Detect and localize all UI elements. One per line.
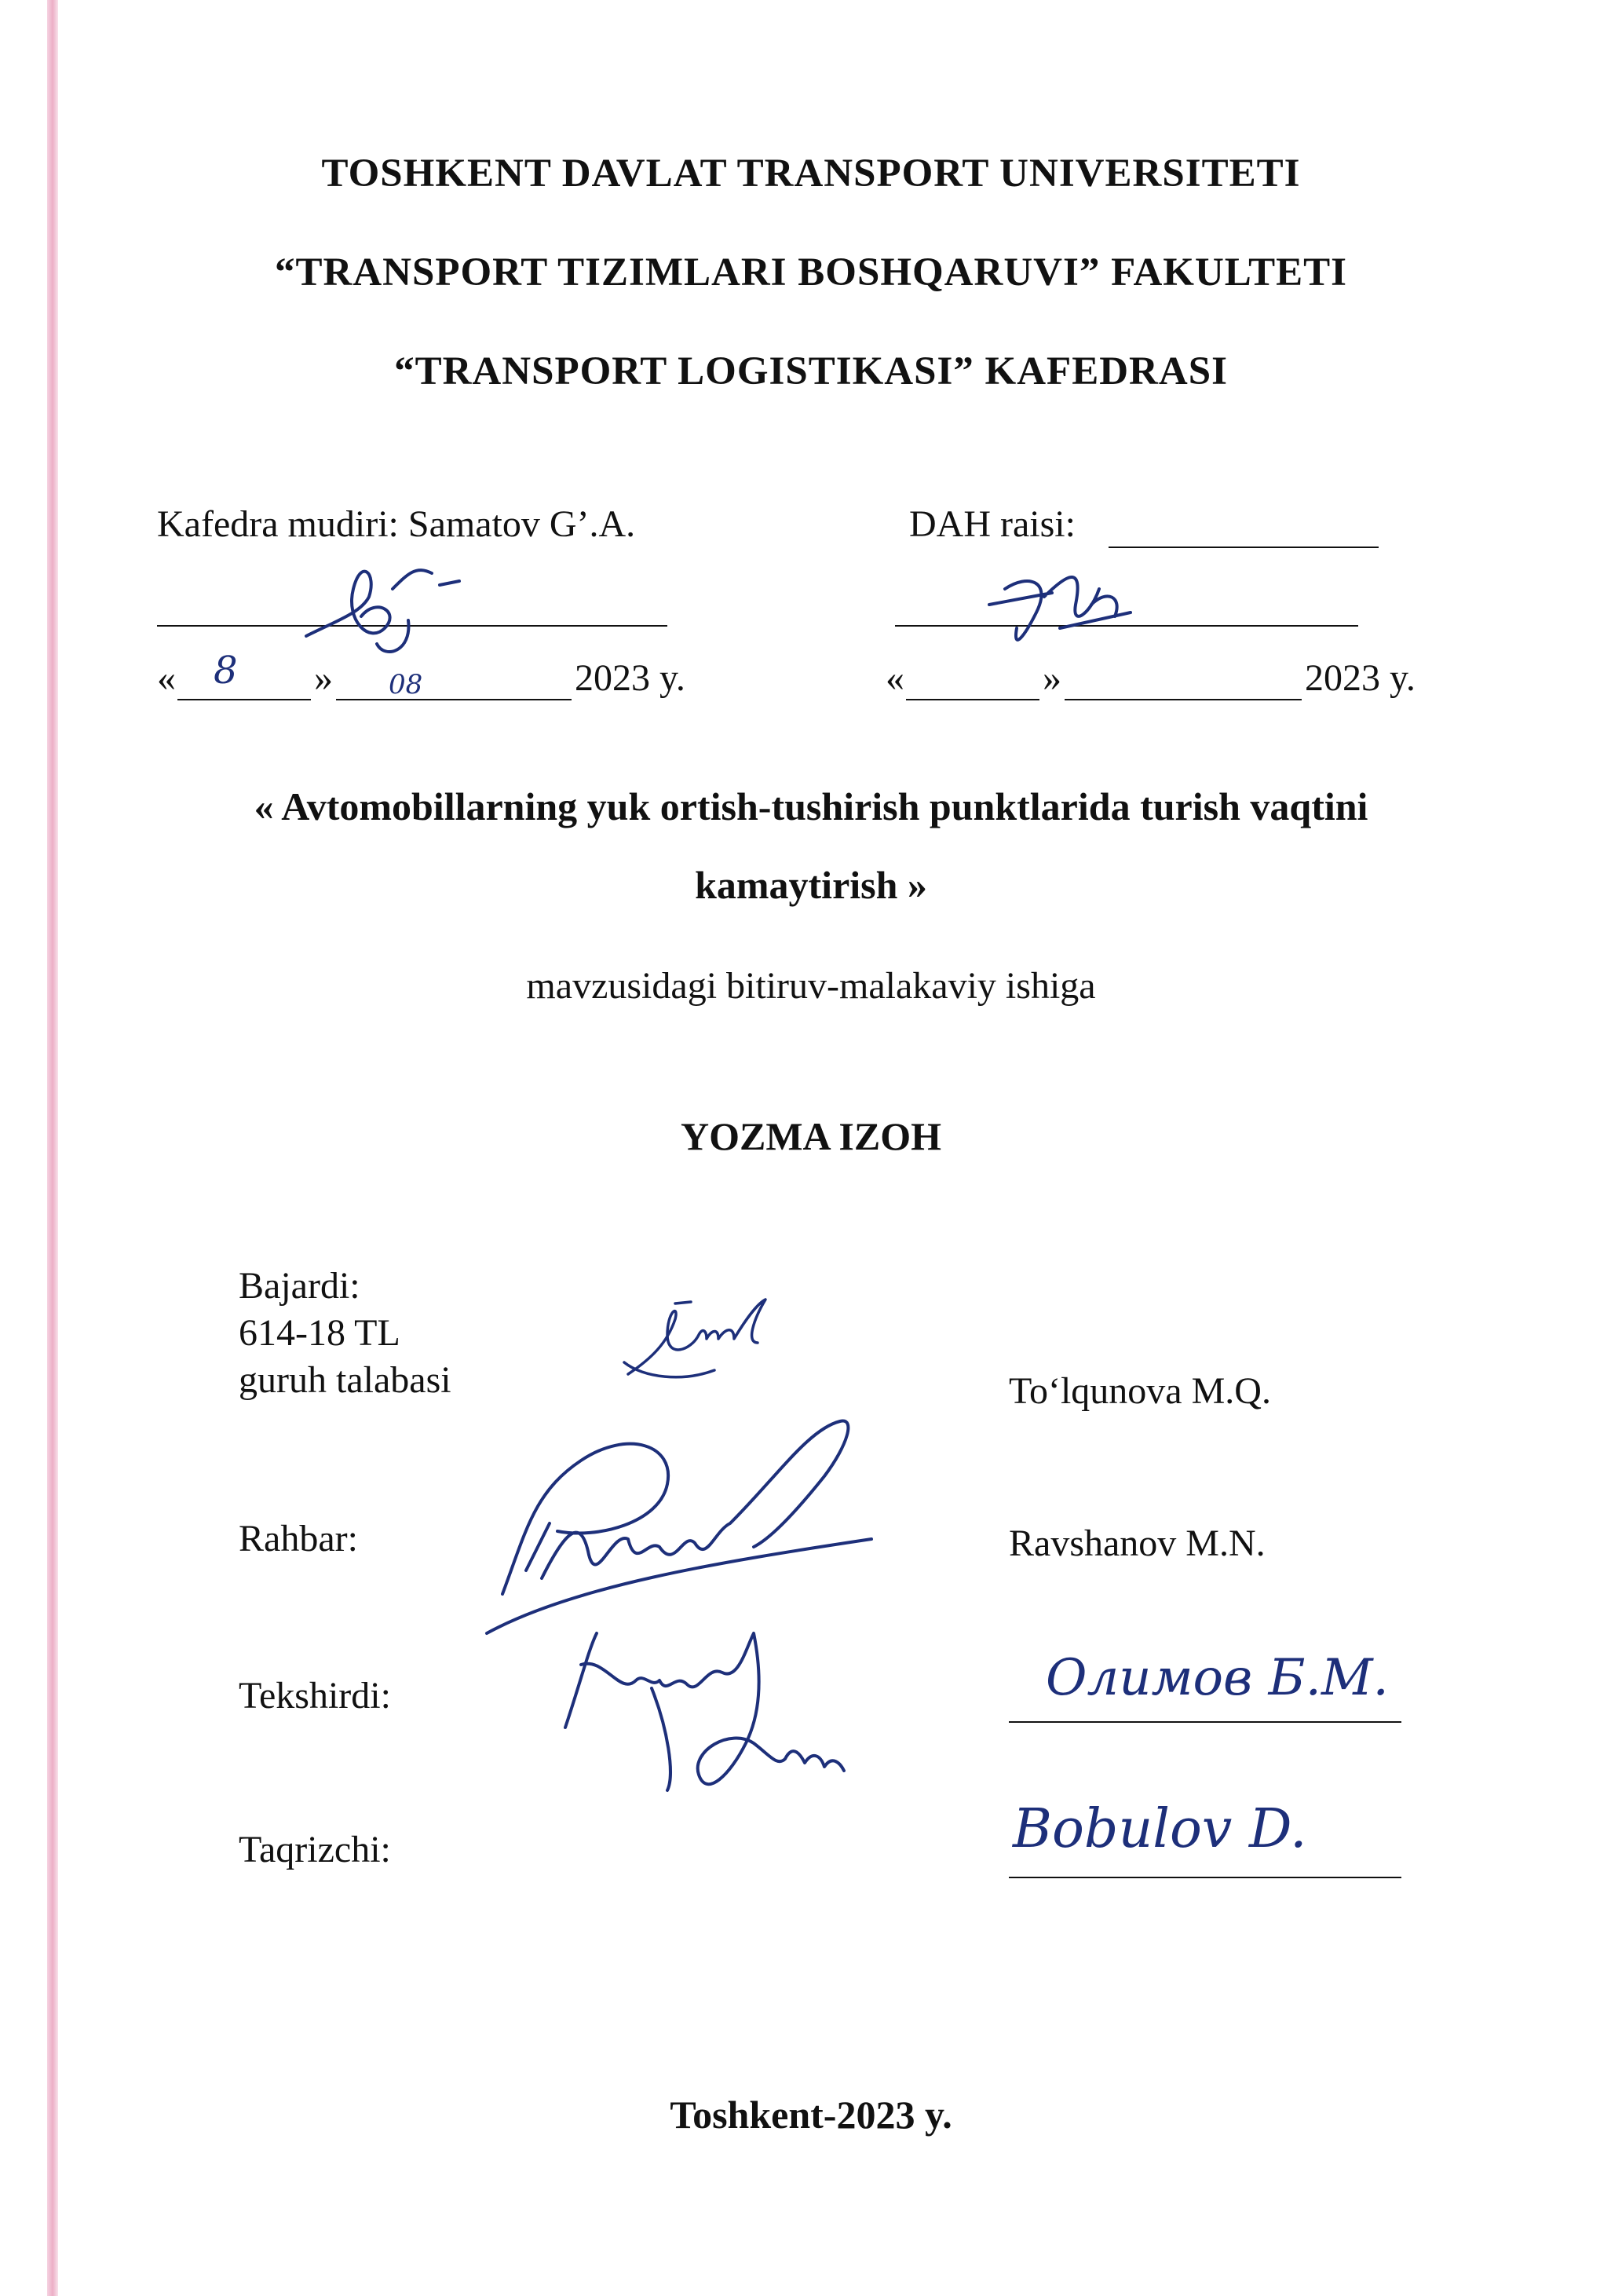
checker-signature <box>550 1586 864 1822</box>
checker-label: Tekshirdi: <box>239 1675 391 1717</box>
left-date-year: 2023 y. <box>575 657 685 699</box>
reviewer-signature-line <box>1009 1877 1401 1878</box>
right-date-year: 2023 y. <box>1305 657 1416 699</box>
city-year: Toshkent-2023 y. <box>670 2093 952 2137</box>
thesis-topic-line1: « Avtomobillarning yuk ortish-tushirish punktlarida turish vaqtini <box>254 784 1368 828</box>
left-date-month-line <box>336 699 572 700</box>
left-date-month: 08 <box>389 669 423 700</box>
right-date-day-line <box>906 699 1039 700</box>
checker-signature-line <box>1009 1721 1401 1723</box>
left-date-close-quote: » <box>314 657 333 699</box>
reviewer-label: Taqrizchi: <box>239 1829 391 1870</box>
student-group: 614-18 TL <box>239 1312 400 1354</box>
right-date-close-quote: » <box>1043 657 1061 699</box>
student-label-student: guruh talabasi <box>239 1359 451 1401</box>
thesis-subtitle: mavzusidagi bitiruv-malakaviy ishiga <box>526 965 1096 1007</box>
right-date-month-line <box>1065 699 1302 700</box>
thesis-topic-line2: kamaytirish » <box>695 863 927 907</box>
reviewer-handwritten-name: Bobulov D. <box>1013 1798 1307 1860</box>
student-signature <box>620 1288 793 1390</box>
student-label-block <box>239 1263 451 1404</box>
left-date-open-quote: « <box>157 657 176 699</box>
university-title: TOSHKENT DAVLAT TRANSPORT UNIVERSITETI <box>321 152 1301 196</box>
document-type-title: YOZMA IZOH <box>681 1114 941 1158</box>
checker-handwritten-name: Олимов Б.М. <box>1046 1649 1389 1707</box>
department-head-signature <box>290 542 463 667</box>
supervisor-label: Rahbar: <box>239 1518 358 1559</box>
dah-chair-label: DAH raisi: <box>909 503 1076 545</box>
faculty-title: “TRANSPORT TIZIMLARI BOSHQARUVI” FAKULTETI <box>274 250 1348 294</box>
right-date-open-quote: « <box>886 657 904 699</box>
left-date-day-line <box>177 699 311 700</box>
supervisor-name: Ravshanov M.N. <box>1009 1523 1266 1564</box>
dah-chair-signature <box>981 558 1138 660</box>
dah-chair-name-line <box>1109 547 1379 548</box>
department-head-label: Kafedra mudiri: Samatov G’.A. <box>157 503 636 545</box>
left-date-day: 8 <box>214 649 238 693</box>
student-label-performed: Bajardi: <box>239 1265 360 1307</box>
department-title: “TRANSPORT LOGISTIKASI” KAFEDRASI <box>394 349 1228 393</box>
student-name: To‘lqunova M.Q. <box>1009 1370 1271 1412</box>
